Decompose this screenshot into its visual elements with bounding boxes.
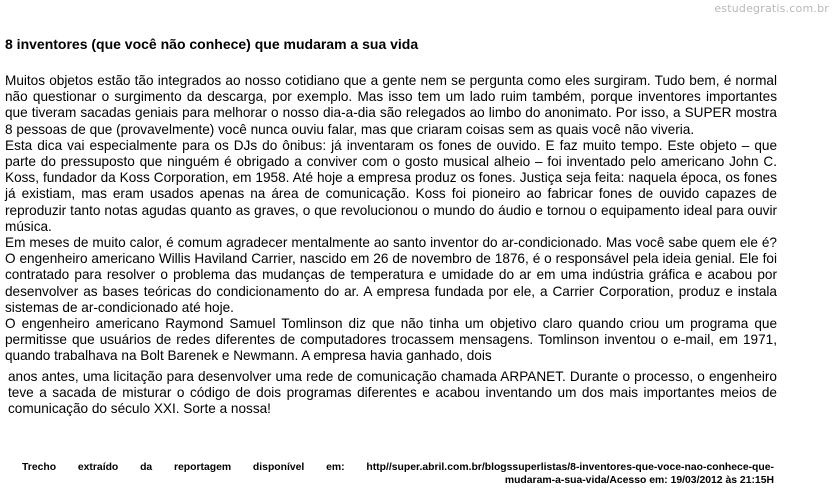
source-citation-line-1: Trecho extraído da reportagem disponível em: http//super.abril.com.br/blogssuperlistas/8-inventores-que-voce-nao-conhece-que- bbox=[22, 462, 774, 473]
source-citation bbox=[22, 461, 774, 487]
paragraph-email: O engenheiro americano Raymond Samuel Tomlinson diz que não tinha um objetivo claro quando criou um programa que permitisse que usuários de redes diferentes de computadores trocassem mensagens. Tomlinson inventou o e-mail, em 1971, quando trabalhava na Bolt Barenek e Newmann. A empresa havia ganhado, dois bbox=[5, 316, 777, 364]
source-citation-line-2: mudaram-a-sua-vida/Acesso em: 19/03/2012 às 21:15H bbox=[504, 475, 774, 486]
article-body bbox=[5, 73, 777, 417]
paragraph-headphones: Esta dica vai especialmente para os DJs do ônibus: já inventaram os fones de ouvido. E faz muito tempo. Este objeto – que parte do pressuposto que ninguém é obrigado a conviver com o gosto musical alheio – foi inventado pelo americano John C. Koss, fundador da Koss Corporation, em 1958. Até hoje a empresa produz os fones. Justiça seja feita: naquela época, os fones já existiam, mas eram usados apenas na área de comunicação. Koss foi pioneiro ao fabricar fones de ouvido capazes de reproduzir tanto notas agudas quanto as graves, o que revolucionou o mundo do áudio e tornou o equipamento ideal para ouvir música. bbox=[5, 137, 777, 234]
paragraph-intro: Muitos objetos estão tão integrados ao nosso cotidiano que a gente nem se pergunta como eles surgiram. Tudo bem, é normal não questionar o surgimento da descarga, por exemplo. Mas isso tem um lado ruim também, porque inventores importantes que tiveram sacadas geniais para melhorar o nosso dia-a-dia são relegados ao limbo do anonimato. Por isso, a SUPER mostra 8 pessoas de que (provavelmente) você nunca ouviu falar, mas que criaram coisas sem as quais você não viveria. bbox=[5, 73, 777, 137]
paragraph-air-conditioning: Em meses de muito calor, é comum agradecer mentalmente ao santo inventor do ar-condicionado. Mas você sabe quem ele é? O engenheiro americano Willis Haviland Carrier, nascido em 26 de novembro de 1876, é o responsável pela ideia genial. Ele foi contratado para resolver o problema das mudanças de temperatura e umidade do ar em uma indústria gráfica e acabou por desenvolver as bases teóricas do condicionamento do ar. A empresa fundada por ele, a Carrier Corporation, produz e instala sistemas de ar-condicionado até hoje. bbox=[5, 235, 777, 315]
page-title: 8 inventores (que você não conhece) que mudaram a sua vida bbox=[5, 36, 419, 52]
watermark: estudegratis.com.br bbox=[714, 2, 829, 15]
paragraph-email-continued: anos antes, uma licitação para desenvolver uma rede de comunicação chamada ARPANET. Durante o processo, o engenheiro teve a sacada de misturar o código de dois programas diferentes e acabou inventando um dos mais importantes meios de comunicação do século XXI. Sorte a nossa! bbox=[8, 368, 777, 417]
